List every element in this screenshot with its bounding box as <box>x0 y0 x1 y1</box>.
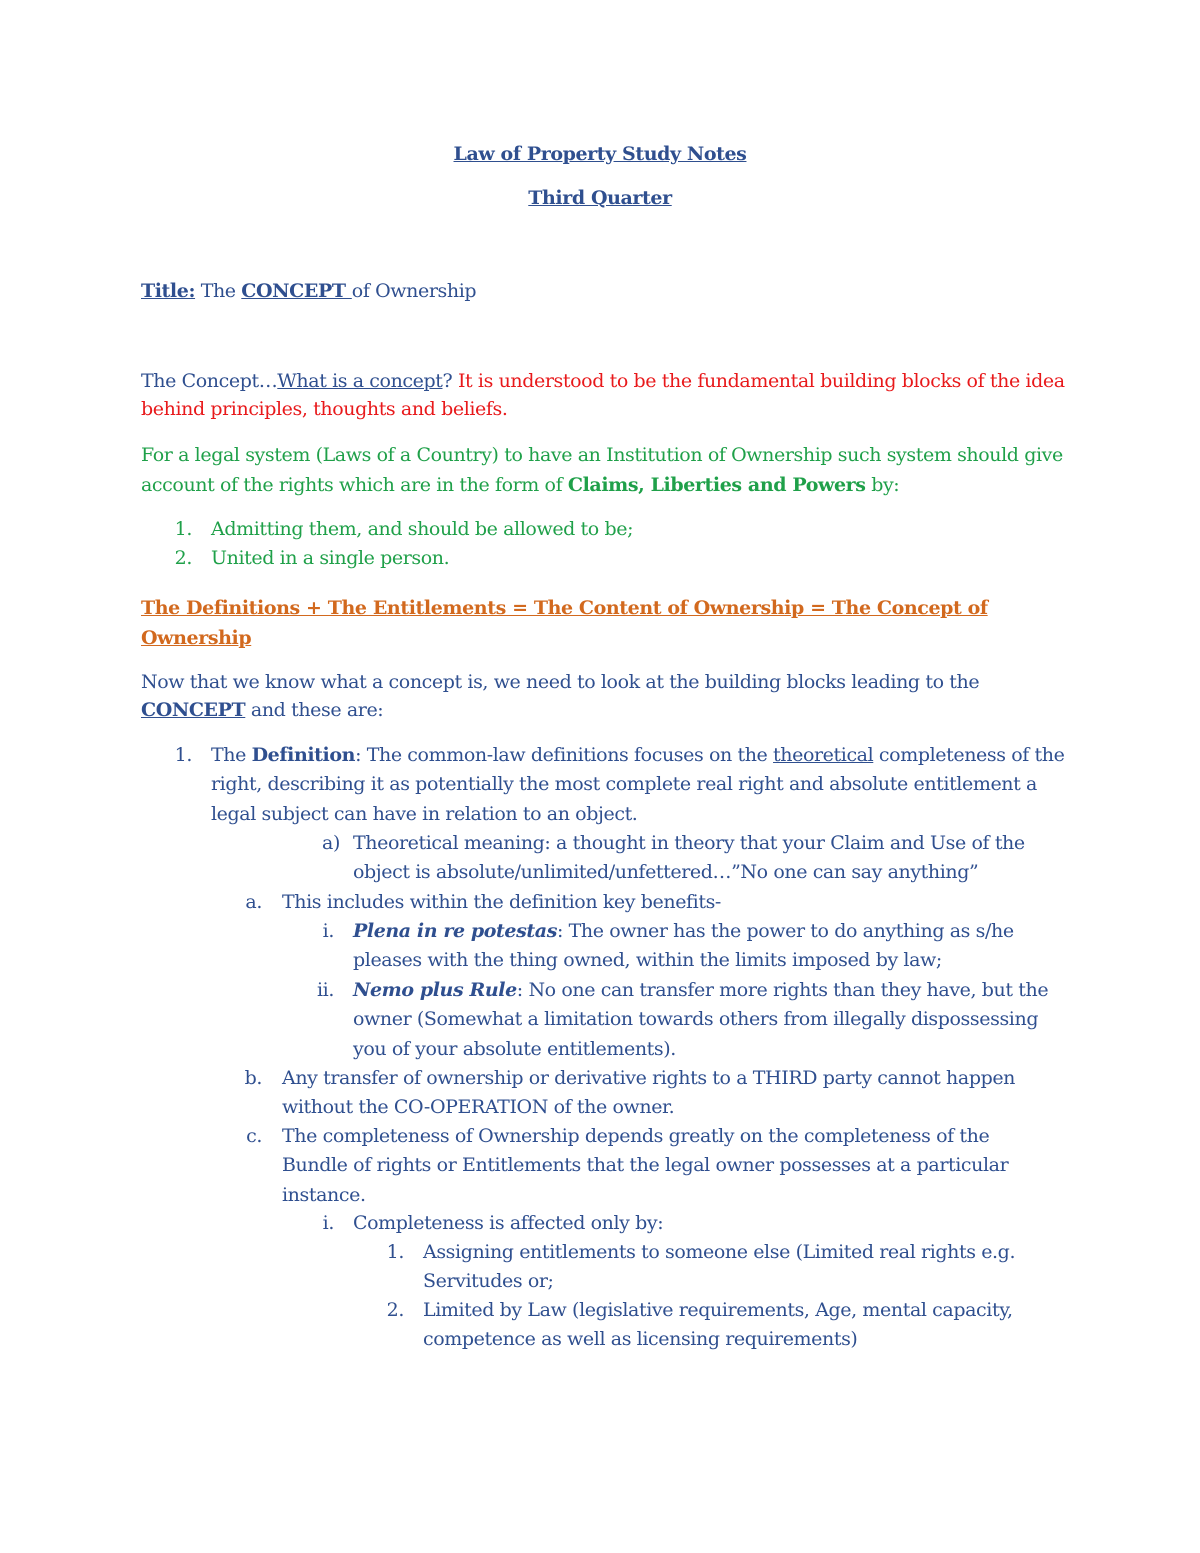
sub-a-text: This includes within the definition key benefits- <box>282 891 721 913</box>
list-marker: a) <box>322 832 340 854</box>
title-keyword: CONCEPT <box>241 280 352 302</box>
list-marker: 1. <box>386 1241 404 1263</box>
list-text: Admitting them, and should be allowed to be; <box>211 518 634 540</box>
limit-text: Assigning entitlements to someone else (Limited real rights e.g. Servitudes or; <box>423 1241 1016 1293</box>
list-marker: 2. <box>386 1299 404 1321</box>
list-marker: ii. <box>317 979 334 1001</box>
building-post: and these are: <box>245 699 384 721</box>
benefit-term: Plena in re potestas <box>353 920 557 942</box>
list-marker: 1. <box>174 744 192 766</box>
legal-pre: For a legal system (Laws of a Country) to have an Institution of Ownership such system should give account of the rights which are in the form of <box>141 444 1063 496</box>
definition-mid: : The common-law definitions focuses on the <box>355 744 774 766</box>
list-marker: c. <box>246 1125 262 1147</box>
definition-bold: Definition <box>251 744 356 766</box>
list-text: United in a single person. <box>211 547 450 569</box>
building-keyword: CONCEPT <box>141 699 246 721</box>
completeness-text: Completeness is affected only by: <box>353 1212 664 1234</box>
limit-text: Limited by Law (legislative requirements, Age, mental capacity, competence as well as licensing requirements) <box>423 1299 1013 1351</box>
definition-underlined: theoretical <box>773 744 874 766</box>
benefit-text <box>353 917 1053 976</box>
definition-post: completeness of the right, describing it as potentially the most complete real right and absolute entitlement a legal subject can have in relation to an object. <box>211 744 1065 825</box>
list-marker: a. <box>245 891 262 913</box>
list-marker: i. <box>322 920 334 942</box>
benefit-term: Nemo plus Rule <box>353 979 517 1001</box>
list-marker: b. <box>244 1067 262 1089</box>
concept-question: What is a concept <box>277 370 443 392</box>
concept-paragraph <box>141 367 1071 423</box>
document-title: Law of Property Study Notes <box>453 143 747 165</box>
legal-system-paragraph <box>141 440 1071 500</box>
building-blocks-paragraph <box>141 668 1071 724</box>
benefit-desc: : No one can transfer more rights than they have, but the owner (Somewhat a limitation towards others from illegally dispossessing you of your absolute entitlements). <box>353 979 1049 1060</box>
concept-answer: It is understood to be the fundamental building blocks of the idea behind principles, thoughts and beliefs. <box>141 370 1065 420</box>
title-post: of Ownership <box>351 280 477 302</box>
concept-lead: The Concept… <box>141 370 278 392</box>
sub-c-text: The completeness of Ownership depends greatly on the completeness of the Bundle of rights or Entitlements that the legal owner possesses at a particular instance. <box>282 1125 1009 1206</box>
list-marker: i. <box>322 1212 334 1234</box>
theoretical-text: Theoretical meaning: a thought in theory that your Claim and Use of the object is absolute/unlimited/unfettered…”No one can say anything” <box>353 832 1025 884</box>
ownership-equation: The Definitions + The Entitlements = The Content of Ownership = The Concept of Ownership <box>141 597 988 649</box>
title-line <box>141 277 1071 305</box>
title-pre: The <box>195 280 242 302</box>
legal-bold: Claims, Liberties and Powers <box>567 474 866 496</box>
definition-pre: The <box>211 744 252 766</box>
legal-post: by: <box>865 474 900 496</box>
definition-text <box>211 741 1071 829</box>
list-marker: 1. <box>174 518 192 540</box>
benefit-desc: : The owner has the power to do anything as s/he pleases with the thing owned, within the limits imposed by law; <box>353 920 1014 972</box>
sub-b-text: Any transfer of ownership or derivative rights to a THIRD party cannot happen without the CO-OPERATION of the owner. <box>282 1067 1016 1119</box>
concept-qmark: ? <box>442 370 458 392</box>
building-pre: Now that we know what a concept is, we need to look at the building blocks leading to the <box>141 671 980 693</box>
benefit-text <box>353 976 1058 1064</box>
document-subtitle: Third Quarter <box>528 187 672 209</box>
title-label: Title: <box>141 280 196 302</box>
list-marker: 2. <box>174 547 192 569</box>
